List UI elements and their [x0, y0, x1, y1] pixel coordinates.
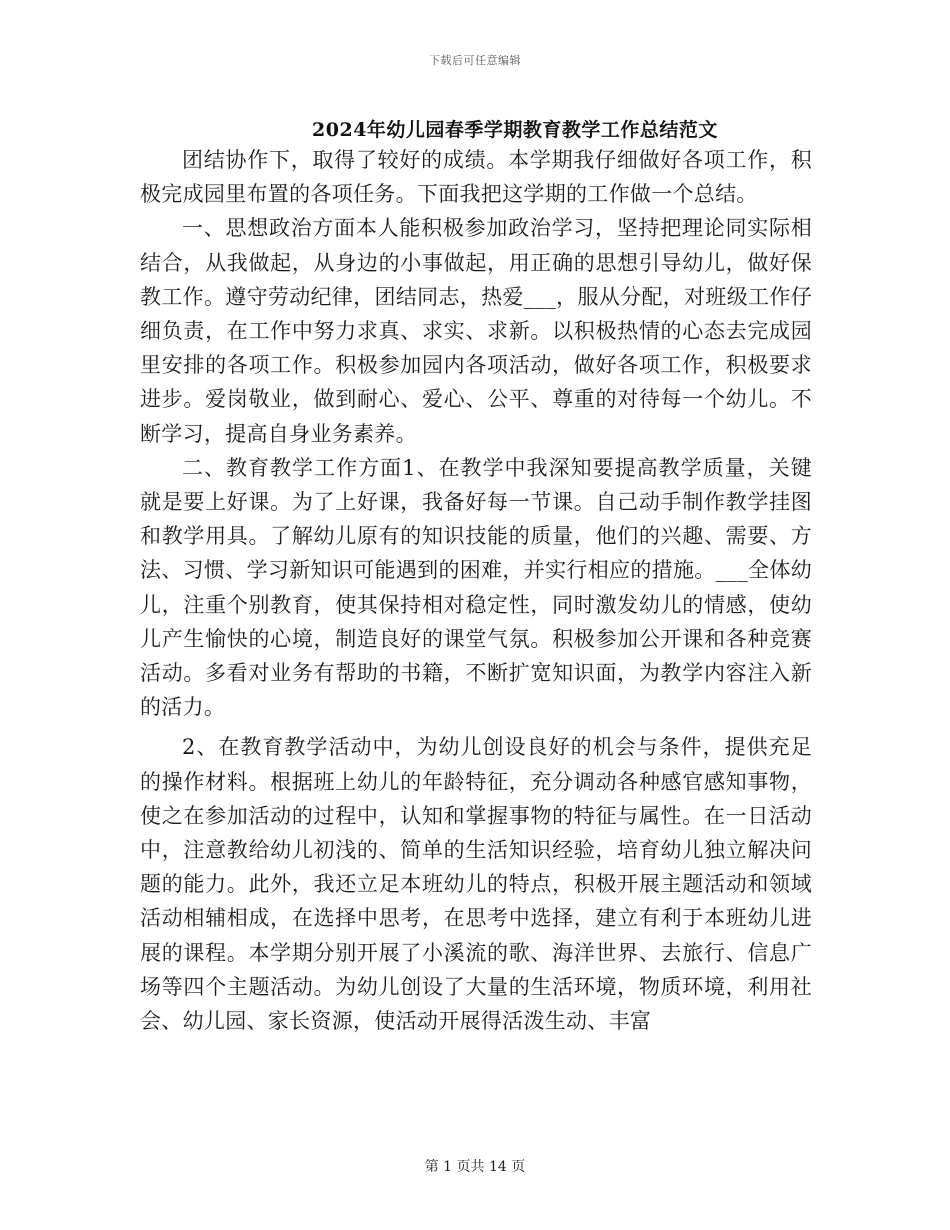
paragraph-politics: 一、思想政治方面本人能积极参加政治学习，坚持把理论同实际相结合，从我做起，从身边的小事做起，用正确的思想引导幼儿，做好保教工作。遵守劳动纪律，团结同志，热爱___，服从分配，对班级工作仔细负责，在工作中努力求真、求实、求新。以积极热情的心态去完成园里安排的各项工作。积极参加园内各项活动，做好各项工作，积极要求进步。爱岗敬业，做到耐心、爱心、公平、尊重的对待每一个幼儿。不断学习，提高自身业务素养。 [140, 216, 812, 446]
document-title: 2024年幼儿园春季学期教育教学工作总结范文 [312, 119, 718, 141]
header-note: 下载后可任意编辑 [429, 54, 521, 67]
paragraph-intro: 团结协作下，取得了较好的成绩。本学期我仔细做好各项工作，积极完成园里布置的各项任务。下面我把这学期的工作做一个总结。 [140, 148, 812, 207]
paragraph-activities: 2、在教育教学活动中，为幼儿创设良好的机会与条件，提供充足的操作材料。根据班上幼儿的年龄特征，充分调动各种感官感知事物，使之在参加活动的过程中，认知和掌握事物的特征与属性。在一日活动中，注意教给幼儿初浅的、简单的生活知识经验，培育幼儿独立解决问题的能力。此外，我还立足本班幼儿的特点，积极开展主题活动和领域活动相辅相成，在选择中思考，在思考中选择，建立有利于本班幼儿进展的课程。本学期分别开展了小溪流的歌、海洋世界、去旅行、信息广场等四个主题活动。为幼儿创设了大量的生活环境，物质环境，利用社会、幼儿园、家长资源，使活动开展得活泼生动、丰富 [140, 735, 812, 1034]
page-number: 第 1 页共 14 页 [424, 1159, 526, 1175]
document-body [140, 143, 812, 1038]
paragraph-teaching: 二、教育教学工作方面1、在教学中我深知要提高教学质量，关键就是要上好课。为了上好课，我备好每一节课。自己动手制作教学挂图和教学用具。了解幼儿原有的知识技能的质量，他们的兴趣、需要、方法、习惯、学习新知识可能遇到的困难，并实行相应的措施。___全体幼儿，注重个别教育，使其保持相对稳定性，同时激发幼儿的情感，使幼儿产生愉快的心境，制造良好的课堂气氛。积极参加公开课和各种竞赛活动。多看对业务有帮助的书籍，不断扩宽知识面，为教学内容注入新的活力。 [140, 455, 812, 720]
